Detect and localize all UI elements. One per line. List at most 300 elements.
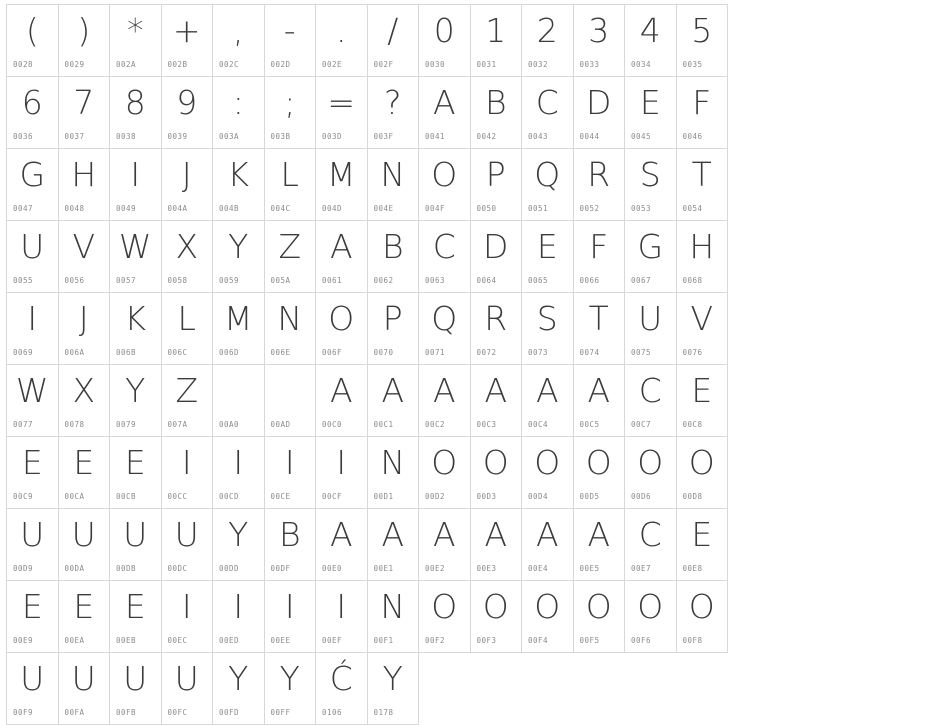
glyph-character: H: [71, 155, 97, 194]
glyph-codepoint: 006C: [167, 348, 188, 357]
glyph-cell[interactable]: [419, 5, 471, 77]
glyph-cell[interactable]: [522, 5, 574, 77]
glyph-cell[interactable]: [677, 581, 729, 653]
glyph-character: J: [78, 299, 89, 338]
glyph-cell[interactable]: [471, 77, 523, 149]
glyph-cell[interactable]: [625, 509, 677, 581]
glyph-cell[interactable]: [368, 5, 420, 77]
glyph-codepoint: 002D: [270, 60, 291, 69]
glyph-character: A: [484, 371, 508, 410]
glyph-character: O: [585, 443, 612, 482]
glyph-cell[interactable]: [419, 581, 471, 653]
glyph-character: A: [381, 515, 405, 554]
glyph-cell[interactable]: [471, 509, 523, 581]
glyph-cell[interactable]: [110, 509, 162, 581]
glyph-cell[interactable]: [162, 221, 214, 293]
glyph-codepoint: 0055: [13, 276, 34, 285]
glyph-character: R: [587, 155, 611, 194]
glyph-codepoint: 00F2: [425, 636, 446, 645]
glyph-cell[interactable]: [471, 5, 523, 77]
glyph-character: Z: [175, 371, 199, 410]
glyph-codepoint: 0030: [425, 60, 446, 69]
glyph-codepoint: 0047: [13, 204, 34, 213]
glyph-cell[interactable]: [59, 581, 111, 653]
glyph-cell[interactable]: [471, 581, 523, 653]
glyph-codepoint: 0064: [476, 276, 497, 285]
glyph-codepoint: 0053: [631, 204, 652, 213]
glyph-codepoint: 0041: [425, 132, 446, 141]
glyph-cell[interactable]: [59, 293, 111, 365]
glyph-codepoint: 0028: [13, 60, 34, 69]
glyph-character: U: [123, 515, 148, 554]
glyph-codepoint: 0050: [476, 204, 497, 213]
glyph-cell[interactable]: [471, 293, 523, 365]
glyph-cell[interactable]: [677, 77, 729, 149]
glyph-cell[interactable]: [677, 437, 729, 509]
glyph-cell[interactable]: [213, 149, 265, 221]
glyph-codepoint: 0036: [13, 132, 34, 141]
glyph-cell[interactable]: [316, 293, 368, 365]
glyph-codepoint: 004C: [270, 204, 291, 213]
glyph-character: F: [692, 83, 712, 122]
glyph-cell[interactable]: [316, 77, 368, 149]
glyph-character: C: [535, 83, 559, 122]
glyph-cell[interactable]: [522, 77, 574, 149]
glyph-character: :: [232, 83, 244, 122]
glyph-codepoint: 0073: [528, 348, 549, 357]
glyph-character: A: [535, 371, 559, 410]
glyph-character: E: [21, 587, 43, 626]
glyph-codepoint: 0066: [579, 276, 600, 285]
glyph-cell[interactable]: [625, 365, 677, 437]
glyph-character: ;: [284, 83, 296, 122]
glyph-codepoint: 002E: [322, 60, 343, 69]
glyph-cell[interactable]: [110, 221, 162, 293]
glyph-cell[interactable]: [574, 581, 626, 653]
glyph-cell[interactable]: [213, 437, 265, 509]
glyph-cell[interactable]: [213, 77, 265, 149]
glyph-cell[interactable]: [213, 293, 265, 365]
glyph-cell[interactable]: [213, 5, 265, 77]
glyph-cell[interactable]: [265, 5, 317, 77]
glyph-cell[interactable]: [574, 437, 626, 509]
glyph-cell[interactable]: [574, 221, 626, 293]
glyph-cell[interactable]: [625, 149, 677, 221]
glyph-cell[interactable]: [471, 365, 523, 437]
glyph-cell[interactable]: [162, 653, 214, 725]
glyph-cell[interactable]: [162, 149, 214, 221]
glyph-cell[interactable]: [677, 365, 729, 437]
glyph-cell[interactable]: [316, 509, 368, 581]
glyph-codepoint: 0032: [528, 60, 549, 69]
glyph-codepoint: 00EC: [167, 636, 188, 645]
glyph-character: E: [124, 443, 146, 482]
glyph-cell[interactable]: [59, 509, 111, 581]
glyph-codepoint: 0078: [64, 420, 85, 429]
glyph-codepoint: 00CA: [64, 492, 85, 501]
glyph-cell[interactable]: [419, 365, 471, 437]
glyph-character: E: [691, 515, 713, 554]
glyph-codepoint: 002A: [116, 60, 137, 69]
glyph-character: +: [172, 11, 201, 50]
glyph-codepoint: 0031: [476, 60, 497, 69]
glyph-cell[interactable]: [368, 77, 420, 149]
glyph-cell[interactable]: [625, 581, 677, 653]
glyph-character: A: [587, 371, 611, 410]
glyph-cell[interactable]: [265, 653, 317, 725]
glyph-cell[interactable]: [59, 653, 111, 725]
glyph-cell[interactable]: [59, 365, 111, 437]
glyph-cell[interactable]: [419, 221, 471, 293]
glyph-character: P: [382, 299, 403, 338]
glyph-cell[interactable]: [162, 365, 214, 437]
glyph-character: O: [637, 443, 664, 482]
glyph-cell[interactable]: [213, 581, 265, 653]
glyph-cell[interactable]: [59, 5, 111, 77]
glyph-codepoint: 005A: [270, 276, 291, 285]
glyph-character: A: [587, 515, 611, 554]
glyph-cell[interactable]: [7, 221, 59, 293]
glyph-codepoint: 00E5: [579, 564, 600, 573]
glyph-character: U: [71, 515, 96, 554]
glyph-character: I: [233, 443, 244, 482]
glyph-codepoint: 0076: [682, 348, 703, 357]
glyph-cell[interactable]: [677, 509, 729, 581]
glyph-cell[interactable]: [419, 509, 471, 581]
glyph-character: B: [381, 227, 404, 266]
glyph-character: I: [27, 299, 38, 338]
glyph-codepoint: 00E8: [682, 564, 703, 573]
glyph-character: O: [688, 443, 715, 482]
glyph-character: D: [586, 83, 612, 122]
glyph-character: 1: [485, 11, 507, 50]
glyph-cell-empty: [625, 653, 677, 725]
glyph-codepoint: 0039: [167, 132, 188, 141]
glyph-cell[interactable]: [7, 149, 59, 221]
glyph-character: U: [20, 659, 45, 698]
glyph-codepoint: 0074: [579, 348, 600, 357]
glyph-cell[interactable]: [59, 149, 111, 221]
glyph-codepoint: 006B: [116, 348, 137, 357]
glyph-codepoint: 0045: [631, 132, 652, 141]
glyph-cell[interactable]: [162, 509, 214, 581]
glyph-cell[interactable]: [162, 581, 214, 653]
glyph-cell[interactable]: [265, 77, 317, 149]
glyph-character: A: [484, 515, 508, 554]
glyph-character: C: [638, 515, 662, 554]
glyph-codepoint: 0048: [64, 204, 85, 213]
glyph-cell[interactable]: [574, 77, 626, 149]
glyph-cell[interactable]: [419, 77, 471, 149]
glyph-character: Y: [279, 659, 300, 698]
glyph-codepoint: 0052: [579, 204, 600, 213]
glyph-cell[interactable]: [7, 77, 59, 149]
glyph-cell[interactable]: [7, 365, 59, 437]
glyph-character: 5: [691, 11, 713, 50]
glyph-character: N: [380, 587, 406, 626]
glyph-cell[interactable]: [265, 437, 317, 509]
glyph-character: C: [638, 371, 662, 410]
glyph-codepoint: 00ED: [219, 636, 240, 645]
glyph-cell[interactable]: [522, 437, 574, 509]
glyph-cell[interactable]: [471, 221, 523, 293]
glyph-cell[interactable]: [419, 437, 471, 509]
glyph-cell[interactable]: [110, 437, 162, 509]
glyph-codepoint: 0044: [579, 132, 600, 141]
glyph-character: S: [536, 299, 558, 338]
glyph-cell-empty: [574, 653, 626, 725]
glyph-codepoint: 00FF: [270, 708, 291, 717]
glyph-character: B: [484, 83, 507, 122]
glyph-cell[interactable]: [625, 293, 677, 365]
glyph-character: ,: [233, 11, 244, 50]
glyph-cell[interactable]: [7, 509, 59, 581]
glyph-codepoint: 003F: [373, 132, 394, 141]
glyph-character: L: [177, 299, 196, 338]
glyph-codepoint: 0046: [682, 132, 703, 141]
glyph-character: I: [336, 443, 347, 482]
glyph-cell[interactable]: [265, 509, 317, 581]
glyph-cell[interactable]: [368, 653, 420, 725]
glyph-codepoint: 00CE: [270, 492, 291, 501]
glyph-codepoint: 0038: [116, 132, 137, 141]
glyph-codepoint: 0070: [373, 348, 394, 357]
glyph-cell[interactable]: [110, 5, 162, 77]
glyph-codepoint: 004A: [167, 204, 188, 213]
glyph-codepoint: 007A: [167, 420, 188, 429]
glyph-character: 9: [176, 83, 198, 122]
glyph-codepoint: 00F3: [476, 636, 497, 645]
glyph-cell[interactable]: [213, 653, 265, 725]
glyph-character: T: [691, 155, 712, 194]
glyph-character: A: [432, 83, 456, 122]
glyph-character: U: [174, 659, 199, 698]
glyph-cell[interactable]: [316, 365, 368, 437]
glyph-codepoint: 00D2: [425, 492, 446, 501]
glyph-character: =: [327, 83, 356, 122]
glyph-cell[interactable]: [625, 437, 677, 509]
glyph-cell[interactable]: [677, 221, 729, 293]
glyph-cell[interactable]: [677, 5, 729, 77]
glyph-codepoint: 00CF: [322, 492, 343, 501]
glyph-character: I: [284, 443, 295, 482]
glyph-character: 3: [588, 11, 610, 50]
glyph-cell[interactable]: [316, 437, 368, 509]
glyph-character: /: [387, 11, 399, 50]
glyph-cell[interactable]: [522, 149, 574, 221]
glyph-character: Z: [278, 227, 302, 266]
glyph-character: A: [381, 371, 405, 410]
glyph-character: Q: [431, 299, 458, 338]
glyph-cell[interactable]: [7, 581, 59, 653]
glyph-character: A: [329, 227, 353, 266]
glyph-codepoint: 003B: [270, 132, 291, 141]
glyph-cell[interactable]: [368, 581, 420, 653]
glyph-codepoint: 002C: [219, 60, 240, 69]
glyph-cell[interactable]: [316, 149, 368, 221]
glyph-cell[interactable]: [574, 293, 626, 365]
glyph-character: M: [327, 155, 356, 194]
glyph-character: X: [72, 371, 96, 410]
glyph-character: R: [484, 299, 508, 338]
glyph-codepoint: 00C0: [322, 420, 343, 429]
glyph-cell[interactable]: [213, 221, 265, 293]
glyph-character: U: [174, 515, 199, 554]
glyph-cell[interactable]: [110, 293, 162, 365]
glyph-character: Q: [534, 155, 561, 194]
glyph-cell[interactable]: [368, 149, 420, 221]
glyph-character: L: [280, 155, 299, 194]
glyph-cell[interactable]: [7, 5, 59, 77]
glyph-character: I: [284, 587, 295, 626]
glyph-cell[interactable]: [677, 149, 729, 221]
glyph-cell[interactable]: [522, 221, 574, 293]
glyph-codepoint: 00EB: [116, 636, 137, 645]
glyph-character: Y: [382, 659, 403, 698]
glyph-cell[interactable]: [162, 437, 214, 509]
glyph-cell[interactable]: [368, 365, 420, 437]
glyph-codepoint: 00F4: [528, 636, 549, 645]
glyph-cell[interactable]: [265, 293, 317, 365]
glyph-character: 7: [73, 83, 95, 122]
glyph-codepoint: 0075: [631, 348, 652, 357]
glyph-character: 8: [124, 83, 146, 122]
glyph-cell[interactable]: [110, 581, 162, 653]
glyph-cell[interactable]: [574, 5, 626, 77]
glyph-cell[interactable]: [625, 5, 677, 77]
glyph-codepoint: 0037: [64, 132, 85, 141]
glyph-cell[interactable]: [316, 5, 368, 77]
glyph-character: C: [432, 227, 456, 266]
glyph-character: E: [21, 443, 43, 482]
glyph-character: O: [431, 587, 458, 626]
glyph-codepoint: 00C7: [631, 420, 652, 429]
glyph-cell[interactable]: [574, 509, 626, 581]
glyph-codepoint: 00DA: [64, 564, 85, 573]
glyph-codepoint: 0056: [64, 276, 85, 285]
glyph-cell[interactable]: [574, 149, 626, 221]
glyph-cell[interactable]: [316, 581, 368, 653]
glyph-codepoint: 00FB: [116, 708, 137, 717]
glyph-codepoint: 0057: [116, 276, 137, 285]
glyph-character: F: [589, 227, 609, 266]
glyph-codepoint: 00AD: [270, 420, 291, 429]
glyph-cell[interactable]: [677, 293, 729, 365]
glyph-codepoint: 006D: [219, 348, 240, 357]
glyph-codepoint: 0043: [528, 132, 549, 141]
glyph-cell[interactable]: [522, 509, 574, 581]
glyph-codepoint: 00DD: [219, 564, 240, 573]
glyph-cell[interactable]: [522, 293, 574, 365]
glyph-cell[interactable]: [59, 221, 111, 293]
glyph-cell[interactable]: [419, 149, 471, 221]
glyph-codepoint: 00C1: [373, 420, 394, 429]
glyph-cell[interactable]: [471, 437, 523, 509]
glyph-cell[interactable]: [213, 509, 265, 581]
glyph-cell[interactable]: [265, 221, 317, 293]
glyph-codepoint: 0062: [373, 276, 394, 285]
glyph-cell[interactable]: [522, 581, 574, 653]
glyph-codepoint: 0051: [528, 204, 549, 213]
glyph-cell[interactable]: [265, 365, 317, 437]
glyph-cell[interactable]: [162, 5, 214, 77]
glyph-codepoint: 003A: [219, 132, 240, 141]
glyph-cell[interactable]: [368, 293, 420, 365]
glyph-codepoint: 00D4: [528, 492, 549, 501]
glyph-codepoint: 00F9: [13, 708, 34, 717]
glyph-cell[interactable]: [419, 293, 471, 365]
glyph-codepoint: 00CB: [116, 492, 137, 501]
glyph-cell[interactable]: [213, 365, 265, 437]
glyph-codepoint: 00D8: [682, 492, 703, 501]
glyph-codepoint: 0067: [631, 276, 652, 285]
glyph-cell[interactable]: [574, 365, 626, 437]
glyph-codepoint: 00C3: [476, 420, 497, 429]
glyph-codepoint: 0079: [116, 420, 137, 429]
glyph-cell[interactable]: [110, 77, 162, 149]
glyph-character: O: [534, 443, 561, 482]
glyph-codepoint: 004E: [373, 204, 394, 213]
glyph-cell[interactable]: [625, 77, 677, 149]
glyph-character: N: [277, 299, 303, 338]
glyph-codepoint: 00DC: [167, 564, 188, 573]
glyph-cell[interactable]: [162, 77, 214, 149]
glyph-cell[interactable]: [110, 653, 162, 725]
glyph-cell[interactable]: [110, 365, 162, 437]
glyph-cell[interactable]: [316, 653, 368, 725]
glyph-cell[interactable]: [316, 221, 368, 293]
glyph-cell[interactable]: [368, 221, 420, 293]
glyph-character: K: [227, 155, 250, 194]
glyph-cell[interactable]: [522, 365, 574, 437]
glyph-character: N: [380, 155, 406, 194]
glyph-cell[interactable]: [265, 581, 317, 653]
glyph-cell[interactable]: [59, 77, 111, 149]
glyph-character: G: [637, 227, 664, 266]
glyph-character: 6: [21, 83, 43, 122]
glyph-character: U: [123, 659, 148, 698]
glyph-character: J: [181, 155, 192, 194]
glyph-character: ?: [383, 83, 402, 122]
glyph-cell[interactable]: [368, 437, 420, 509]
glyph-codepoint: 004F: [425, 204, 446, 213]
glyph-cell[interactable]: [162, 293, 214, 365]
glyph-codepoint: 0106: [322, 708, 343, 717]
glyph-codepoint: 00F5: [579, 636, 600, 645]
glyph-cell[interactable]: [625, 221, 677, 293]
glyph-codepoint: 0033: [579, 60, 600, 69]
glyph-codepoint: 0071: [425, 348, 446, 357]
glyph-codepoint: 006E: [270, 348, 291, 357]
glyph-cell[interactable]: [7, 437, 59, 509]
glyph-cell[interactable]: [471, 149, 523, 221]
glyph-character: Y: [228, 515, 249, 554]
glyph-cell[interactable]: [110, 149, 162, 221]
glyph-cell[interactable]: [265, 149, 317, 221]
glyph-cell[interactable]: [7, 293, 59, 365]
glyph-character: (: [25, 11, 39, 50]
glyph-character: O: [482, 587, 509, 626]
glyph-cell[interactable]: [7, 653, 59, 725]
glyph-codepoint: 0049: [116, 204, 137, 213]
glyph-codepoint: 0058: [167, 276, 188, 285]
glyph-cell[interactable]: [368, 509, 420, 581]
glyph-codepoint: 006F: [322, 348, 343, 357]
glyph-codepoint: 00C4: [528, 420, 549, 429]
glyph-cell[interactable]: [59, 437, 111, 509]
glyph-codepoint: 0029: [64, 60, 85, 69]
glyph-character: V: [690, 299, 714, 338]
